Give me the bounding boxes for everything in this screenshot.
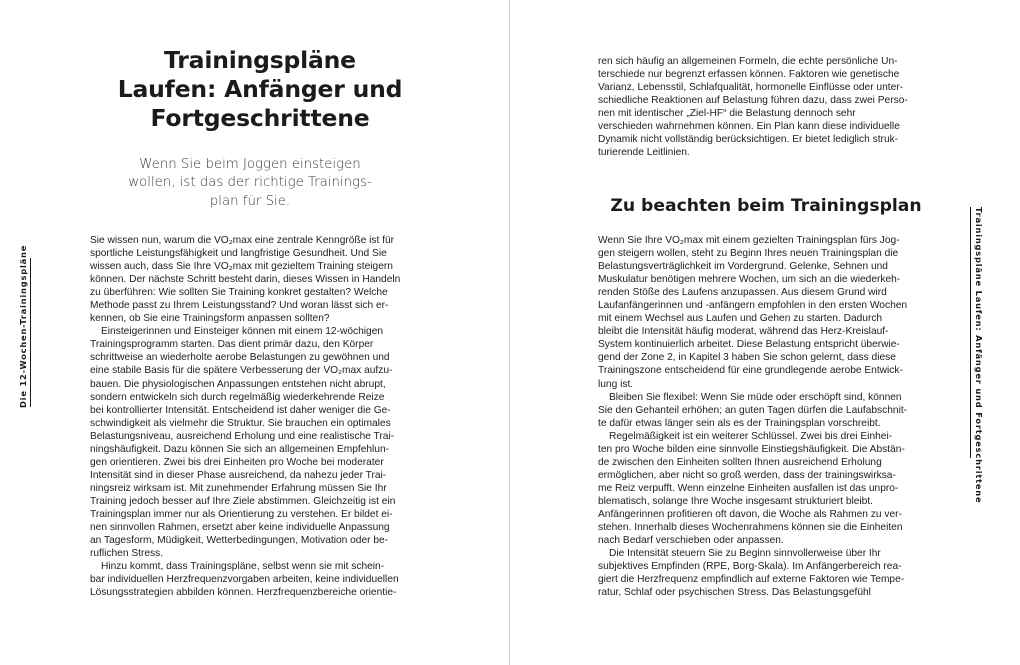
text-line: verschieden wahrnehmen können. Ein Plan kann diese individuelle — [598, 121, 900, 133]
text-line: Hinzu kommt, dass Trainingspläne, selbst wenn sie mit schein- — [101, 561, 385, 573]
text-line: eine stabile Basis für die spätere Verbesserung der VO₂max aufzu- — [90, 365, 393, 377]
text-line: sportliche Leistungsfähigkeit und langfristige Gesundheit. Und Sie — [90, 248, 387, 260]
chapter-title — [90, 46, 430, 132]
text-line: schrittweise an wiederholte aerobe Belastungen zu gewöhnen und — [90, 352, 390, 364]
text-line: terschiede nur begrenzt erfassen können. Faktoren wie genetische — [598, 69, 900, 81]
text-line: Trainingszone entscheidend für eine grundlegende aerobe Entwick- — [598, 365, 903, 377]
title-line: Trainingspläne — [164, 46, 356, 74]
text-line: Belastungsverträglichkeit im Vordergrund. Gelenke, Sehnen und — [598, 261, 888, 273]
text-line: stehen. Innerhalb dieses Wochenrahmens können sie die Einheiten — [598, 522, 903, 534]
text-line: ningshäufigkeit. Dazu können Sie sich an allgemeinen Empfehlun- — [90, 443, 390, 455]
text-line: Intensität sind in dieser Phase ausreichend, da nahezu jeder Trai- — [90, 469, 387, 481]
text-line: Training jedoch besser auf Ihre Ziele abstimmen. Gleichzeitig ist ein — [90, 495, 396, 507]
text-line: kennen, ob Sie eine Trainingsform anpassen sollten? — [90, 313, 330, 325]
text-line: Die Intensität steuern Sie zu Beginn sinnvollerweise über Ihr — [609, 548, 881, 560]
text-line: Trainingsprogramm starten. Das dient primär dazu, den Körper — [90, 339, 374, 351]
text-line: ratur, Schlaf oder psychischen Stress. Das Belastungsgefühl — [598, 587, 871, 599]
text-line: wissen auch, dass Sie Ihre VO₂max mit gezieltem Training steigern — [90, 261, 393, 273]
text-line: Dynamik nicht vollständig berücksichtigen. Er bietet lediglich struk- — [598, 134, 899, 146]
page-gutter — [509, 0, 510, 665]
text-line: Methode passt zu Ihrem Leistungsstand? Und woran lässt sich er- — [90, 300, 389, 312]
body-text-left — [90, 234, 430, 599]
text-line: sondern entwickeln sich durch regelmäßig wiederkehrende Reize — [90, 391, 385, 403]
running-head-right: Trainingspläne Laufen: Anfänger und Fortgeschrittene — [974, 207, 984, 504]
text-line: subjektives Empfinden (RPE, Borg-Skala). Im Anfängerbereich rea- — [598, 561, 902, 573]
text-line: Wenn Sie Ihre VO₂max mit einem gezielten Trainingsplan fürs Jog- — [598, 235, 900, 246]
text-line: nen sinnvollen Rahmen, ersetzt aber keine individuelle Anpassung — [90, 522, 390, 534]
body-text-right — [598, 234, 948, 599]
text-line: können. Der nächste Schritt besteht darin, dieses Wissen in Handeln — [90, 274, 401, 286]
body-text-right-top — [598, 55, 948, 159]
running-head-left: Die 12-Wochen-Trainingspläne — [18, 244, 28, 408]
text-line: ren sich häufig an allgemeinen Formeln, die echte persönliche Un- — [598, 56, 898, 67]
text-line: blematisch, solange Ihre Woche insgesamt strukturiert bleibt. — [598, 495, 874, 507]
text-line: Bleiben Sie flexibel: Wenn Sie müde oder erschöpft sind, können — [609, 391, 902, 403]
text-line: System kontinuierlich arbeitet. Diese Belastung entspricht überwie- — [598, 339, 900, 351]
subtitle-line: wollen, ist das der richtige Trainings- — [128, 175, 372, 191]
text-line: an Tagesform, Müdigkeit, Wetterbedingungen, Motivation oder be- — [90, 535, 389, 547]
section-heading: Zu beachten beim Trainingsplan — [610, 196, 922, 216]
title-line: Laufen: Anfänger und — [117, 74, 403, 103]
text-line: Sie wissen nun, warum die VO₂max eine zentrale Kenngröße ist für — [90, 235, 395, 246]
text-line: Laufanfängerinnen und -anfängern empfohlen in den ersten Wochen — [598, 300, 908, 312]
title-line: Fortgeschrittene — [150, 103, 370, 132]
text-line: Sie den Gehanteil erhöhen; an guten Tagen dürfen die Laufabschnit- — [598, 404, 908, 416]
text-line: lung ist. — [598, 378, 634, 390]
side-rule — [30, 258, 31, 407]
subtitle-line: Wenn Sie beim Joggen einsteigen — [139, 157, 361, 172]
text-line: de zwischen den Einheiten sollten Ihnen ausreichend Erholung — [598, 456, 882, 468]
text-line: renden Stöße des Laufens anzupassen. Aus diesem Grund wird — [598, 287, 887, 299]
text-line: nach Bedarf verschieben oder anpassen. — [598, 535, 784, 547]
text-line: gend der Zone 2, in Kapitel 3 haben Sie schon gelernt, dass diese — [598, 352, 896, 364]
text-line: ten pro Woche bilden eine sinnvolle Einstiegshäufigkeit. Die Abstän- — [598, 443, 905, 455]
text-line: ruflichen Stress. — [90, 548, 164, 560]
chapter-subtitle — [120, 156, 380, 211]
text-line: Muskulatur benötigen mehrere Wochen, um sich an die wiederkeh- — [598, 274, 901, 286]
side-rule — [970, 207, 971, 458]
subtitle-line: plan für Sie. — [209, 193, 291, 209]
text-line: bauen. Die physiologischen Anpassungen entstehen nicht abrupt, — [90, 378, 386, 390]
text-line: Einsteigerinnen und Einsteiger können mit einem 12-wöchigen — [101, 326, 384, 338]
text-line: te dafür etwas länger sein als es der Trainingsplan vorschreibt. — [598, 417, 881, 429]
text-line: nen mit identischer „Ziel-HF“ die Belastung dennoch sehr — [598, 108, 856, 120]
text-line: gen orientieren. Zwei bis drei Einheiten pro Woche bei moderater — [90, 456, 384, 468]
right-page — [511, 0, 1020, 665]
text-line: schiedliche Reaktionen auf Belastung führen dazu, dass zwei Perso- — [598, 95, 908, 107]
left-page — [0, 0, 509, 665]
text-line: schwindigkeit als vielmehr die Struktur. Sie brauchen ein optimales — [90, 417, 391, 429]
text-line: Varianz, Lebensstil, Schlafqualität, hormonelle Einflüsse oder unter- — [598, 82, 904, 94]
text-line: Lösungsstrategien abbilden können. Herzfrequenzbereiche orientie- — [90, 587, 397, 599]
text-line: giert die Herzfrequenz empfindlich auf externe Faktoren wie Tempe- — [598, 574, 905, 586]
text-line: bleibt die Intensität häufig moderat, während das Herz-Kreislauf- — [598, 326, 889, 338]
text-line: bar individuellen Herzfrequenzvorgaben arbeiten, keine individuellen — [90, 574, 399, 586]
text-line: Trainingsplan immer nur als Orientierung zu verstehen. Er bildet ei- — [90, 508, 393, 520]
text-line: Anfängerinnen profitieren oft davon, die Woche als Rahmen zu ver- — [598, 508, 902, 520]
text-line: mit einem Wechsel aus Laufen und Gehen zu starten. Dadurch — [598, 313, 883, 325]
text-line: Belastungsniveau, ausreichend Erholung und eine realistische Trai- — [90, 430, 395, 442]
text-line: ningsreiz wirksam ist. Mit zunehmender Erfahrung müssen Sie Ihr — [90, 482, 387, 494]
text-line: turierende Leitlinien. — [598, 147, 690, 159]
text-line: bei kontrollierter Intensität. Entscheidend ist daher weniger die Ge- — [90, 404, 391, 416]
text-line: Regelmäßigkeit ist ein weiterer Schlüssel. Zwei bis drei Einhei- — [609, 430, 893, 442]
text-line: zu überführen: Wie sollten Sie Training konkret gestalten? Welche — [90, 287, 388, 299]
text-line: gen steigern wollen, steht zu Beginn Ihres neuen Trainingsplan die — [598, 248, 899, 260]
text-line: ermöglichen, aber nicht so groß werden, dass der trainingswirksa- — [598, 469, 896, 481]
text-line: me Reiz verpufft. Wenn einzelne Einheiten ausfallen ist das unpro- — [598, 482, 899, 494]
